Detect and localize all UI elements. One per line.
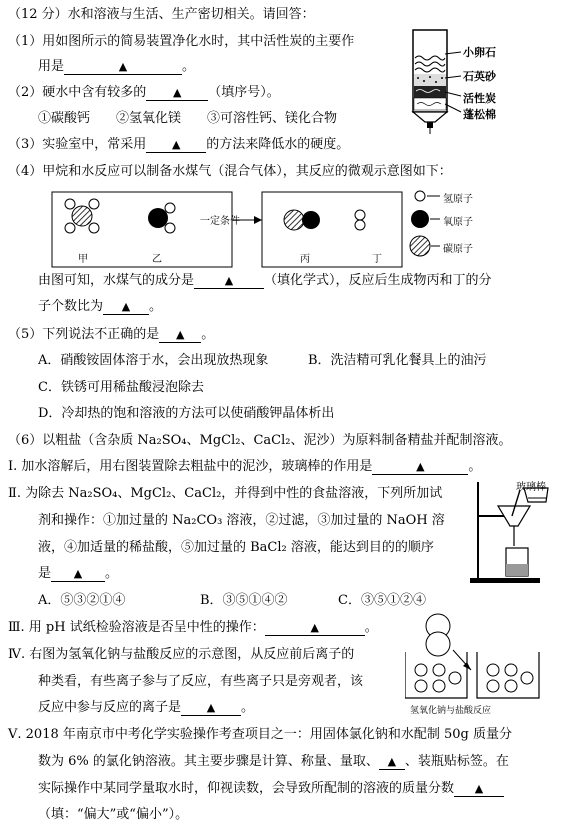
- q6-iii: Ⅲ. 用 pH 试纸检验溶液是否呈中性的操作： ▲ 。: [8, 620, 378, 635]
- q1-line1: （1）用如图所示的简易装置净化水时，其中活性炭的主要作: [8, 34, 355, 49]
- q6-ii-line1: Ⅱ. 为除去 Na₂SO₄、MgCl₂、CaCl₂，并得到中性的食盐溶液，下列所加试: [8, 486, 443, 501]
- molecule-bing: 丙: [300, 254, 310, 265]
- q6-ii-line3: 液，④加适量的稀盐酸，⑤加过量的 BaCl₂ 溶液，能达到目的的顺序: [38, 540, 434, 555]
- q6-ii-option-a: A．⑤③②①④: [38, 593, 126, 608]
- legend-hydrogen: 氢原子: [443, 194, 473, 205]
- q4-line3: 子个数比为 ▲ 。: [38, 299, 163, 314]
- q6-header: （6）以粗盐（含杂质 Na₂SO₄、MgCl₂、CaCl₂、泥沙）为原料制备精盐并配制溶液。: [8, 433, 512, 448]
- q2-options: ①碳酸钙 ②氢氧化镁 ③可溶性钙、镁化合物: [38, 111, 338, 126]
- answer-blank-6v-b[interactable]: ▲: [454, 782, 504, 797]
- reaction-condition: 一定条件: [200, 216, 240, 227]
- molecule-ding: 丁: [372, 254, 382, 265]
- q2-line1: （2）硬水中含有较多的 ▲ （填序号）。: [8, 85, 280, 100]
- answer-blank-6i[interactable]: ▲: [372, 460, 468, 475]
- q5-option-c: C．铁锈可用稀盐酸浸泡除去: [38, 380, 204, 395]
- filter-label-pebble: 小卵石: [463, 46, 496, 59]
- legend-oxygen: 氧原子: [443, 217, 473, 228]
- q6-ii-line4: 是 ▲ 。: [38, 566, 119, 581]
- question-header: （12 分）水和溶液与生活、生产密切相关。请回答：: [8, 7, 315, 22]
- q5-line: （5）下列说法不正确的是 ▲ 。: [8, 327, 215, 342]
- q6-i: Ⅰ. 加水溶解后，用右图装置除去粗盐中的泥沙，玻璃棒的作用是 ▲ 。: [8, 459, 482, 474]
- q5-option-b: B．洗洁精可乳化餐具上的油污: [308, 353, 487, 368]
- q5-option-a: A．硝酸铵固体溶于水，会出现放热现象: [38, 353, 269, 368]
- ion-reaction-figure: [405, 612, 555, 702]
- q6-ii-option-b: B．③⑤①④②: [200, 593, 288, 608]
- q4-line2: 由图可知，水煤气的成分是 ▲ （填化学式），反应后生成物丙和丁的分: [38, 273, 492, 288]
- answer-blank-4b[interactable]: ▲: [103, 300, 149, 315]
- q6-iv-line2: 种类看，有些离子参与了反应，有些离子只是旁观者，该: [38, 674, 364, 689]
- ion-figure-caption: 氢氧化钠与盐酸反应: [410, 706, 492, 716]
- q3-line: （3）实验室中，常采用 ▲ 的方法来降低水的硬度。: [8, 137, 350, 152]
- q6-v-line1: Ⅴ. 2018 年南京市中考化学实验操作考查项目之一：用固体氯化钠和水配制 50g 质量分: [8, 727, 512, 742]
- filter-label-sand: 石英砂: [463, 70, 496, 83]
- q6-v-line2: 数为 6% 的氯化钠溶液。其主要步骤是计算、称量、量取、 ▲ 、装瓶贴标签。在: [38, 754, 509, 769]
- q6-v-line4: （填：“偏大”或“偏小”）。: [38, 807, 189, 822]
- answer-blank-6ii[interactable]: ▲: [51, 567, 105, 582]
- q5-option-d: D．冷却热的饱和溶液的方法可以使硝酸钾晶体析出: [38, 406, 335, 421]
- q1-line2: 用是 ▲ 。: [38, 59, 196, 74]
- answer-blank-1[interactable]: ▲: [64, 60, 182, 75]
- answer-blank-6v-a[interactable]: ▲: [379, 755, 405, 770]
- molecule-jia: 甲: [78, 254, 88, 265]
- legend-carbon: 碳原子: [443, 244, 473, 255]
- q6-v-line3: 实际操作中某同学量取水时，仰视读数，会导致所配制的溶液的质量分数 ▲: [38, 780, 504, 798]
- q6-iv-line1: Ⅳ. 右图为氢氧化钠与盐酸反应的示意图，从反应前后离子的: [8, 647, 355, 662]
- answer-blank-6iv[interactable]: ▲: [181, 701, 241, 716]
- q6-ii-option-c: C．③⑤①②④: [338, 593, 426, 608]
- molecule-yi: 乙: [152, 254, 162, 265]
- filter-label-carbon: 活性炭: [463, 92, 496, 105]
- q6-iv-line3: 反应中参与反应的离子是 ▲ 。: [38, 700, 255, 715]
- answer-blank-4a[interactable]: ▲: [194, 274, 264, 289]
- answer-blank-6iii[interactable]: ▲: [265, 621, 365, 636]
- answer-blank-2[interactable]: ▲: [146, 86, 208, 101]
- q4-line1: （4）甲烷和水反应可以制备水煤气（混合气体），其反应的微观示意图如下：: [8, 164, 452, 179]
- answer-blank-3[interactable]: ▲: [146, 138, 206, 153]
- glass-rod-label: 玻璃棒: [516, 482, 546, 493]
- answer-blank-5[interactable]: ▲: [159, 328, 201, 343]
- q6-ii-line2: 剂和操作：①加过量的 Na₂CO₃ 溶液，②过滤，③加过量的 NaOH 溶: [38, 513, 445, 528]
- filter-label-cotton: 蓬松棉: [463, 108, 496, 121]
